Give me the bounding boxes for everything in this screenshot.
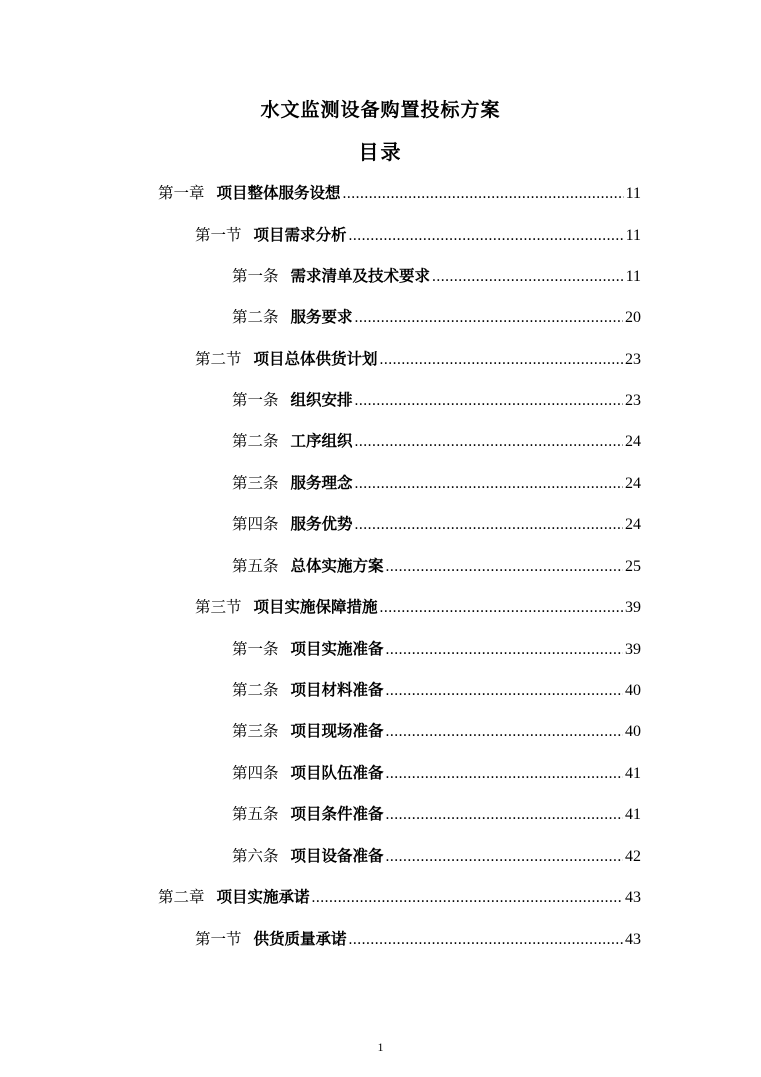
toc-entry-label: 供货质量承诺 xyxy=(253,930,347,948)
toc-leader-dots xyxy=(343,181,624,207)
toc-entry-article[interactable] xyxy=(232,636,641,662)
toc-entry-page: 43 xyxy=(625,931,641,948)
toc-entry-page: 25 xyxy=(625,558,641,575)
toc-leader-dots xyxy=(349,223,624,249)
toc-leader-dots xyxy=(432,264,624,290)
toc-entry-number: 第一节 xyxy=(195,930,242,948)
toc-entry-page: 40 xyxy=(625,723,641,740)
toc-entry-number: 第六条 xyxy=(232,847,279,865)
toc-entry-label: 服务优势 xyxy=(290,515,353,533)
toc-leader-dots xyxy=(386,554,623,580)
toc-entry-page: 11 xyxy=(625,227,641,244)
toc-entry-page: 20 xyxy=(625,309,641,326)
toc-entry-page: 23 xyxy=(625,392,641,409)
toc-entry-label: 项目实施准备 xyxy=(290,640,384,658)
toc-entry-page: 40 xyxy=(625,682,641,699)
toc-entry-number: 第一节 xyxy=(195,226,242,244)
toc-leader-dots xyxy=(380,347,623,373)
toc-entry-number: 第一条 xyxy=(232,391,279,409)
toc-entry-number: 第二条 xyxy=(232,308,279,326)
toc-entry-chapter-2[interactable] xyxy=(158,884,641,910)
toc-entry-section[interactable] xyxy=(195,594,641,620)
toc-entry-label: 服务要求 xyxy=(290,308,353,326)
toc-entry-page: 11 xyxy=(625,185,641,202)
page-number: 1 xyxy=(377,1040,384,1054)
toc-entry-label: 项目需求分析 xyxy=(253,226,347,244)
toc-entry-article[interactable] xyxy=(232,387,641,413)
toc-leader-dots xyxy=(355,305,623,331)
toc-entry-number: 第一条 xyxy=(232,267,279,285)
toc-entry-number: 第五条 xyxy=(232,557,279,575)
toc-entry-number: 第三节 xyxy=(195,598,242,616)
toc-entry-number: 第二条 xyxy=(232,432,279,450)
toc-entry-article[interactable] xyxy=(232,304,641,330)
toc-leader-dots xyxy=(355,388,623,414)
toc-leader-dots xyxy=(355,429,623,455)
toc-entry-number: 第二章 xyxy=(158,888,205,906)
toc-entry-number: 第五条 xyxy=(232,805,279,823)
toc-entry-page: 39 xyxy=(625,599,641,616)
toc-entry-label: 工序组织 xyxy=(290,432,353,450)
toc-entry-page: 11 xyxy=(625,268,641,285)
toc-entry-label: 项目总体供货计划 xyxy=(253,350,378,368)
toc-entry-label: 服务理念 xyxy=(290,474,353,492)
toc-heading: 目录 xyxy=(358,140,403,164)
toc-entry-section[interactable] xyxy=(195,346,641,372)
toc-entry-number: 第二条 xyxy=(232,681,279,699)
toc-entry-page: 39 xyxy=(625,641,641,658)
toc-entry-page: 24 xyxy=(625,516,641,533)
toc-entry-label: 总体实施方案 xyxy=(290,557,384,575)
toc-entry-page: 41 xyxy=(625,765,641,782)
toc-entry-label: 组织安排 xyxy=(290,391,353,409)
toc-entry-article[interactable] xyxy=(232,263,641,289)
toc-entry-number: 第四条 xyxy=(232,515,279,533)
toc-entry-section[interactable] xyxy=(195,222,641,248)
toc-entry-article[interactable] xyxy=(232,470,641,496)
toc-entry-article[interactable] xyxy=(232,760,641,786)
toc-entry-label: 项目整体服务设想 xyxy=(216,184,341,202)
toc-entry-page: 43 xyxy=(625,889,641,906)
toc-entry-article[interactable] xyxy=(232,718,641,744)
toc-entry-label: 项目队伍准备 xyxy=(290,764,384,782)
toc-entry-label: 项目现场准备 xyxy=(290,722,384,740)
toc-leader-dots xyxy=(312,885,623,911)
toc-entry-page: 24 xyxy=(625,433,641,450)
toc-leader-dots xyxy=(386,678,623,704)
toc-leader-dots xyxy=(386,844,623,870)
toc-leader-dots xyxy=(386,761,623,787)
toc-entry-label: 需求清单及技术要求 xyxy=(290,267,431,285)
toc-entry-number: 第一章 xyxy=(158,184,205,202)
toc-entry-article[interactable] xyxy=(232,511,641,537)
toc-entry-number: 第三条 xyxy=(232,722,279,740)
toc-entry-page: 42 xyxy=(625,848,641,865)
toc-entry-number: 第二节 xyxy=(195,350,242,368)
toc-entry-section[interactable] xyxy=(195,926,641,952)
toc-entry-article[interactable] xyxy=(232,428,641,454)
toc-leader-dots xyxy=(386,802,623,828)
toc-entry-article[interactable] xyxy=(232,677,641,703)
toc-entry-page: 24 xyxy=(625,475,641,492)
toc-entry-label: 项目材料准备 xyxy=(290,681,384,699)
toc-entry-number: 第一条 xyxy=(232,640,279,658)
toc-leader-dots xyxy=(386,719,623,745)
toc-leader-dots xyxy=(380,595,623,621)
toc-leader-dots xyxy=(355,471,623,497)
toc-entry-label: 项目设备准备 xyxy=(290,847,384,865)
toc-entry-page: 23 xyxy=(625,351,641,368)
document-title: 水文监测设备购置投标方案 xyxy=(260,99,501,121)
toc-entry-label: 项目实施承诺 xyxy=(216,888,310,906)
toc-entry-chapter-1[interactable] xyxy=(158,180,641,206)
toc-entry-article[interactable] xyxy=(232,801,641,827)
toc-entry-article[interactable] xyxy=(232,843,641,869)
toc-leader-dots xyxy=(349,927,623,953)
toc-entry-number: 第三条 xyxy=(232,474,279,492)
toc-entry-page: 41 xyxy=(625,806,641,823)
toc-leader-dots xyxy=(386,637,623,663)
toc-entry-label: 项目条件准备 xyxy=(290,805,384,823)
toc-entry-label: 项目实施保障措施 xyxy=(253,598,378,616)
toc-entry-article[interactable] xyxy=(232,553,641,579)
toc-leader-dots xyxy=(355,512,623,538)
toc-entry-number: 第四条 xyxy=(232,764,279,782)
